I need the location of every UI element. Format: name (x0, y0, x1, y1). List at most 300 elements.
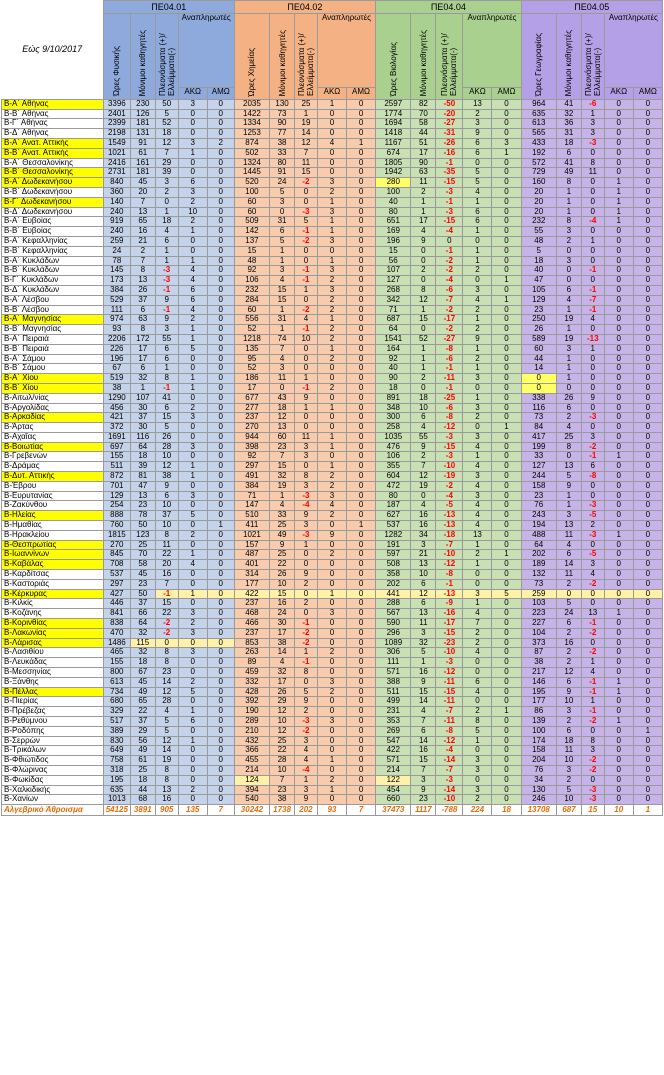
value-cell: -27 (436, 334, 463, 344)
total-cell: 30242 (234, 805, 269, 816)
value-cell: 13 (411, 609, 436, 619)
region-name: Β-Δ΄ Κυκλάδων (2, 285, 104, 295)
value-cell: 24 (556, 609, 581, 619)
value-cell: 677 (234, 393, 269, 403)
value-cell: 2 (178, 315, 207, 325)
value-cell: 13 (581, 609, 604, 619)
value-cell: 32 (130, 374, 155, 384)
value-cell: 2 (317, 481, 346, 491)
value-cell: 1541 (376, 334, 411, 344)
value-cell: 0 (604, 99, 633, 109)
value-cell: 11 (556, 570, 581, 580)
value-cell: 33 (270, 148, 295, 158)
value-cell: 64 (130, 442, 155, 452)
value-cell: -1 (155, 285, 178, 295)
value-cell: 0 (581, 423, 604, 433)
value-cell: 0 (346, 285, 375, 295)
total-cell: 202 (295, 805, 318, 816)
value-cell: 0 (346, 628, 375, 638)
value-cell: 0 (178, 246, 207, 256)
value-cell: 0 (556, 589, 581, 599)
value-cell: 13 (463, 99, 492, 109)
value-cell: 0 (346, 599, 375, 609)
value-cell: 0 (463, 383, 492, 393)
col-surplus-pe0405-text: Πλεονάσματα (+)/ Ελλείμματα(-) (583, 33, 602, 96)
value-cell: -13 (436, 521, 463, 531)
value-cell: 0 (207, 423, 234, 433)
value-cell: -2 (436, 325, 463, 335)
value-cell: 0 (207, 168, 234, 178)
col-ako-pe0405: ΑΚΩ (604, 87, 633, 99)
value-cell: -7 (581, 295, 604, 305)
value-cell: 22 (270, 560, 295, 570)
value-cell: 0 (556, 452, 581, 462)
value-cell: 1 (604, 530, 633, 540)
table-row (2, 550, 663, 560)
value-cell: 11 (581, 168, 604, 178)
value-cell: 0 (633, 530, 662, 540)
col-amo-pe0405: ΑΜΩ (633, 87, 662, 99)
value-cell: 1 (492, 707, 521, 717)
value-cell: 0 (633, 354, 662, 364)
value-cell: 3 (463, 374, 492, 384)
value-cell: 177 (521, 697, 556, 707)
value-cell: -4 (436, 276, 463, 286)
value-cell: 6 (556, 677, 581, 687)
value-cell: 0 (633, 315, 662, 325)
value-cell: 13 (463, 530, 492, 540)
total-cell: 10 (604, 805, 633, 816)
value-cell: 17 (130, 354, 155, 364)
value-cell: 6 (556, 619, 581, 629)
value-cell: 214 (234, 765, 269, 775)
value-cell: -19 (436, 472, 463, 482)
value-cell: 708 (103, 560, 130, 570)
value-cell: 0 (604, 148, 633, 158)
value-cell: 0 (633, 521, 662, 531)
value-cell: -1 (295, 266, 318, 276)
value-cell: 0 (492, 481, 521, 491)
value-cell: 1 (178, 462, 207, 472)
value-cell: -2 (436, 481, 463, 491)
value-cell: 37 (130, 413, 155, 423)
value-cell: 2 (411, 266, 436, 276)
value-cell: 0 (604, 315, 633, 325)
value-cell: 190 (234, 707, 269, 717)
value-cell: 73 (270, 109, 295, 119)
value-cell: 0 (604, 236, 633, 246)
value-cell: 60 (521, 344, 556, 354)
value-cell: 1 (556, 187, 581, 197)
table-row (2, 668, 663, 678)
value-cell: 697 (103, 442, 130, 452)
value-cell: 0 (207, 148, 234, 158)
value-cell: 3 (556, 227, 581, 237)
col-substitutes-pe0401: Αναπληρωτές (178, 14, 234, 88)
value-cell: -11 (436, 697, 463, 707)
table-row (2, 697, 663, 707)
value-cell: 0 (207, 217, 234, 227)
value-cell: 0 (207, 432, 234, 442)
value-cell: 389 (103, 726, 130, 736)
value-cell: 2 (295, 599, 318, 609)
col-surplus-pe0405 (581, 14, 604, 100)
value-cell: 49 (130, 687, 155, 697)
value-cell: 0 (633, 99, 662, 109)
value-cell: 16 (411, 668, 436, 678)
value-cell: 674 (376, 148, 411, 158)
value-cell: 28 (270, 756, 295, 766)
value-cell: -50 (436, 99, 463, 109)
value-cell: 204 (521, 756, 556, 766)
value-cell: 60 (234, 197, 269, 207)
value-cell: 0 (346, 109, 375, 119)
value-cell: 9 (155, 315, 178, 325)
value-cell: 0 (346, 168, 375, 178)
value-cell: 0 (492, 403, 521, 413)
value-cell: 11 (556, 746, 581, 756)
value-cell: 111 (103, 305, 130, 315)
region-name: Β-Β΄ Θεσσαλονίκης (2, 168, 104, 178)
region-name: Β-Ιωαννίνων (2, 550, 104, 560)
value-cell: -1 (581, 707, 604, 717)
value-cell: -2 (581, 628, 604, 638)
value-cell: -3 (436, 432, 463, 442)
value-cell: 2 (317, 550, 346, 560)
value-cell: 358 (376, 570, 411, 580)
value-cell: 0 (317, 697, 346, 707)
value-cell: 3 (295, 442, 318, 452)
value-cell: 0 (207, 197, 234, 207)
value-cell: 0 (411, 325, 436, 335)
value-cell: 0 (346, 158, 375, 168)
value-cell: 0 (633, 511, 662, 521)
value-cell: 237 (234, 413, 269, 423)
value-cell: 0 (207, 619, 234, 629)
value-cell: -1 (436, 579, 463, 589)
value-cell: 4 (155, 707, 178, 717)
value-cell: 2 (178, 677, 207, 687)
region-name: Β-Αιτωλ/νίας (2, 393, 104, 403)
value-cell: 20 (130, 187, 155, 197)
value-cell: 14 (270, 648, 295, 658)
value-cell: 0 (633, 628, 662, 638)
value-cell: 0 (492, 374, 521, 384)
value-cell: 0 (581, 540, 604, 550)
value-cell: 86 (521, 707, 556, 717)
date-label: Εώς 9/10/2017 (22, 44, 83, 55)
value-cell: 355 (376, 462, 411, 472)
region-name: Β-Α΄ Λέσβου (2, 295, 104, 305)
value-cell: 0 (207, 334, 234, 344)
value-cell: 107 (376, 266, 411, 276)
value-cell: 8 (581, 736, 604, 746)
value-cell: 15 (234, 246, 269, 256)
value-cell: 0 (633, 579, 662, 589)
value-cell: 1 (317, 315, 346, 325)
table-row (2, 285, 663, 295)
value-cell: 734 (103, 687, 130, 697)
value-cell: 6 (463, 677, 492, 687)
value-cell: 1 (492, 276, 521, 286)
value-cell: -1 (436, 383, 463, 393)
value-cell: 0 (207, 178, 234, 188)
value-cell: 10 (270, 579, 295, 589)
region-name: Β-Πιερίας (2, 697, 104, 707)
value-cell: 0 (207, 129, 234, 139)
table-row (2, 295, 663, 305)
value-cell: 0 (178, 570, 207, 580)
value-cell: 0 (463, 697, 492, 707)
table-row (2, 707, 663, 717)
value-cell: 240 (103, 227, 130, 237)
value-cell: 64 (521, 540, 556, 550)
value-cell: 2 (463, 413, 492, 423)
value-cell: 3 (178, 138, 207, 148)
value-cell: 28 (155, 442, 178, 452)
value-cell: 0 (317, 521, 346, 531)
value-cell: 5 (556, 785, 581, 795)
value-cell: 0 (604, 570, 633, 580)
value-cell: 0 (346, 99, 375, 109)
value-cell: 1 (178, 383, 207, 393)
value-cell: 0 (604, 638, 633, 648)
value-cell: 3 (411, 540, 436, 550)
value-cell: 0 (346, 148, 375, 158)
value-cell: 11 (155, 540, 178, 550)
value-cell: 456 (103, 403, 130, 413)
value-cell: -2 (155, 628, 178, 638)
value-cell: 0 (463, 276, 492, 286)
value-cell: 2 (178, 197, 207, 207)
value-cell: 4 (581, 570, 604, 580)
value-cell: 300 (376, 413, 411, 423)
value-cell: 0 (346, 207, 375, 217)
value-cell: 318 (103, 765, 130, 775)
region-name: Β-Β΄ Ανατ. Αττικής (2, 148, 104, 158)
value-cell: 16 (155, 570, 178, 580)
region-name: Β-Α΄ Κυκλάδων (2, 256, 104, 266)
value-cell: 37 (130, 295, 155, 305)
region-name: Β-Άρτας (2, 423, 104, 433)
value-cell: 0 (581, 325, 604, 335)
region-name: Β-Α΄ Μαγνησίας (2, 315, 104, 325)
value-cell: -9 (436, 599, 463, 609)
value-cell: 0 (295, 246, 318, 256)
table-row (2, 560, 663, 570)
value-cell: 0 (633, 472, 662, 482)
value-cell: -8 (436, 570, 463, 580)
value-cell: -1 (581, 266, 604, 276)
value-cell: 3 (317, 178, 346, 188)
value-cell: 0 (317, 658, 346, 668)
value-cell: 0 (346, 413, 375, 423)
value-cell: 195 (521, 687, 556, 697)
value-cell: 60 (270, 432, 295, 442)
total-cell: 93 (317, 805, 346, 816)
col-amo-pe0402: ΑΜΩ (346, 87, 375, 99)
value-cell: 243 (521, 511, 556, 521)
value-cell: 0 (178, 423, 207, 433)
value-cell: 0 (492, 168, 521, 178)
value-cell: 45 (130, 677, 155, 687)
value-cell: 0 (633, 560, 662, 570)
total-cell: 15 (581, 805, 604, 816)
value-cell: 0 (492, 236, 521, 246)
value-cell: 2 (317, 354, 346, 364)
value-cell: 0 (633, 325, 662, 335)
value-cell: 2 (207, 138, 234, 148)
value-cell: 0 (604, 246, 633, 256)
value-cell: 44 (130, 785, 155, 795)
value-cell: 0 (207, 697, 234, 707)
region-name: Β-Α΄ Ευβοίας (2, 217, 104, 227)
value-cell: 12 (155, 736, 178, 746)
value-cell: 4 (463, 501, 492, 511)
value-cell: 1 (178, 707, 207, 717)
value-cell: 0 (207, 256, 234, 266)
value-cell: 90 (376, 374, 411, 384)
value-cell: -1 (295, 227, 318, 237)
table-body (2, 99, 663, 804)
value-cell: -3 (581, 413, 604, 423)
region-name: Β-Α΄ Θεσσαλονίκης (2, 158, 104, 168)
value-cell: 306 (376, 648, 411, 658)
value-cell: 0 (604, 276, 633, 286)
value-cell: 20 (155, 560, 178, 570)
value-cell: 2 (556, 658, 581, 668)
value-cell: 127 (376, 276, 411, 286)
value-cell: 2 (317, 187, 346, 197)
value-cell: 0 (346, 540, 375, 550)
value-cell: 25 (295, 99, 318, 109)
value-cell: 3 (178, 413, 207, 423)
value-cell: 20 (521, 207, 556, 217)
value-cell: 48 (521, 236, 556, 246)
value-cell: 0 (581, 276, 604, 286)
value-cell: -2 (295, 305, 318, 315)
value-cell: 17 (130, 344, 155, 354)
region-name: Β-Α΄ Ανατ. Αττικής (2, 138, 104, 148)
value-cell: 132 (521, 570, 556, 580)
value-cell: -4 (436, 227, 463, 237)
value-cell: 61 (130, 148, 155, 158)
value-cell: 7 (411, 717, 436, 727)
value-cell: 590 (376, 619, 411, 629)
value-cell: -2 (581, 765, 604, 775)
value-cell: 0 (207, 413, 234, 423)
value-cell: 0 (317, 765, 346, 775)
value-cell: 41 (155, 393, 178, 403)
value-cell: -2 (436, 256, 463, 266)
value-cell: 0 (492, 599, 521, 609)
value-cell: 0 (346, 795, 375, 805)
value-cell: 0 (207, 491, 234, 501)
value-cell: 6 (463, 207, 492, 217)
col-surplus-pe0402 (295, 14, 318, 100)
value-cell: 0 (155, 197, 178, 207)
table-row (2, 717, 663, 727)
col-permanent-pe0405 (556, 14, 581, 100)
value-cell: 422 (376, 746, 411, 756)
value-cell: 31 (270, 315, 295, 325)
value-cell: 3 (178, 628, 207, 638)
value-cell: 92 (376, 354, 411, 364)
value-cell: 0 (633, 677, 662, 687)
value-cell: 0 (295, 187, 318, 197)
value-cell: 2 (130, 246, 155, 256)
value-cell: 0 (411, 246, 436, 256)
value-cell: 1290 (103, 393, 130, 403)
table-row (2, 129, 663, 139)
value-cell: -35 (436, 168, 463, 178)
value-cell: 25 (556, 432, 581, 442)
value-cell: 874 (234, 138, 269, 148)
value-cell: 91 (270, 168, 295, 178)
value-cell: 13 (155, 785, 178, 795)
value-cell: 56 (130, 736, 155, 746)
value-cell: 4 (556, 295, 581, 305)
value-cell: 0 (633, 158, 662, 168)
value-cell: 2 (411, 374, 436, 384)
value-cell: 7 (270, 452, 295, 462)
value-cell: 0 (346, 119, 375, 129)
value-cell: 565 (521, 129, 556, 139)
value-cell: 11 (295, 158, 318, 168)
value-cell: 0 (317, 423, 346, 433)
table-row (2, 540, 663, 550)
table-row (2, 589, 663, 599)
value-cell: 0 (207, 677, 234, 687)
value-cell: -1 (581, 305, 604, 315)
value-cell: -11 (436, 374, 463, 384)
value-cell: 5 (270, 187, 295, 197)
value-cell: 126 (130, 109, 155, 119)
value-cell: 11 (270, 374, 295, 384)
value-cell: 214 (376, 765, 411, 775)
value-cell: 1 (317, 197, 346, 207)
value-cell: 0 (207, 775, 234, 785)
value-cell: 0 (633, 697, 662, 707)
value-cell: 635 (103, 785, 130, 795)
value-cell: 55 (411, 432, 436, 442)
value-cell: 0 (633, 432, 662, 442)
value-cell: 0 (581, 178, 604, 188)
value-cell: 10 (178, 207, 207, 217)
value-cell: 9 (581, 393, 604, 403)
value-cell: 4 (411, 501, 436, 511)
region-name: Β-Δ΄ Αθήνας (2, 129, 104, 139)
value-cell: 8 (155, 648, 178, 658)
value-cell: 0 (346, 393, 375, 403)
value-cell: 227 (521, 619, 556, 629)
value-cell: 14 (411, 697, 436, 707)
value-cell: 0 (492, 491, 521, 501)
value-cell: 651 (376, 217, 411, 227)
value-cell: -2 (295, 638, 318, 648)
value-cell: 0 (178, 119, 207, 129)
value-cell: 2 (155, 187, 178, 197)
value-cell: 3 (178, 648, 207, 658)
value-cell: -1 (581, 677, 604, 687)
region-name: Β-Φθιώτιδος (2, 756, 104, 766)
value-cell: 194 (521, 521, 556, 531)
value-cell: 0 (492, 521, 521, 531)
value-cell: 0 (317, 628, 346, 638)
value-cell: 373 (521, 638, 556, 648)
value-cell: 838 (103, 619, 130, 629)
value-cell: 1167 (376, 138, 411, 148)
